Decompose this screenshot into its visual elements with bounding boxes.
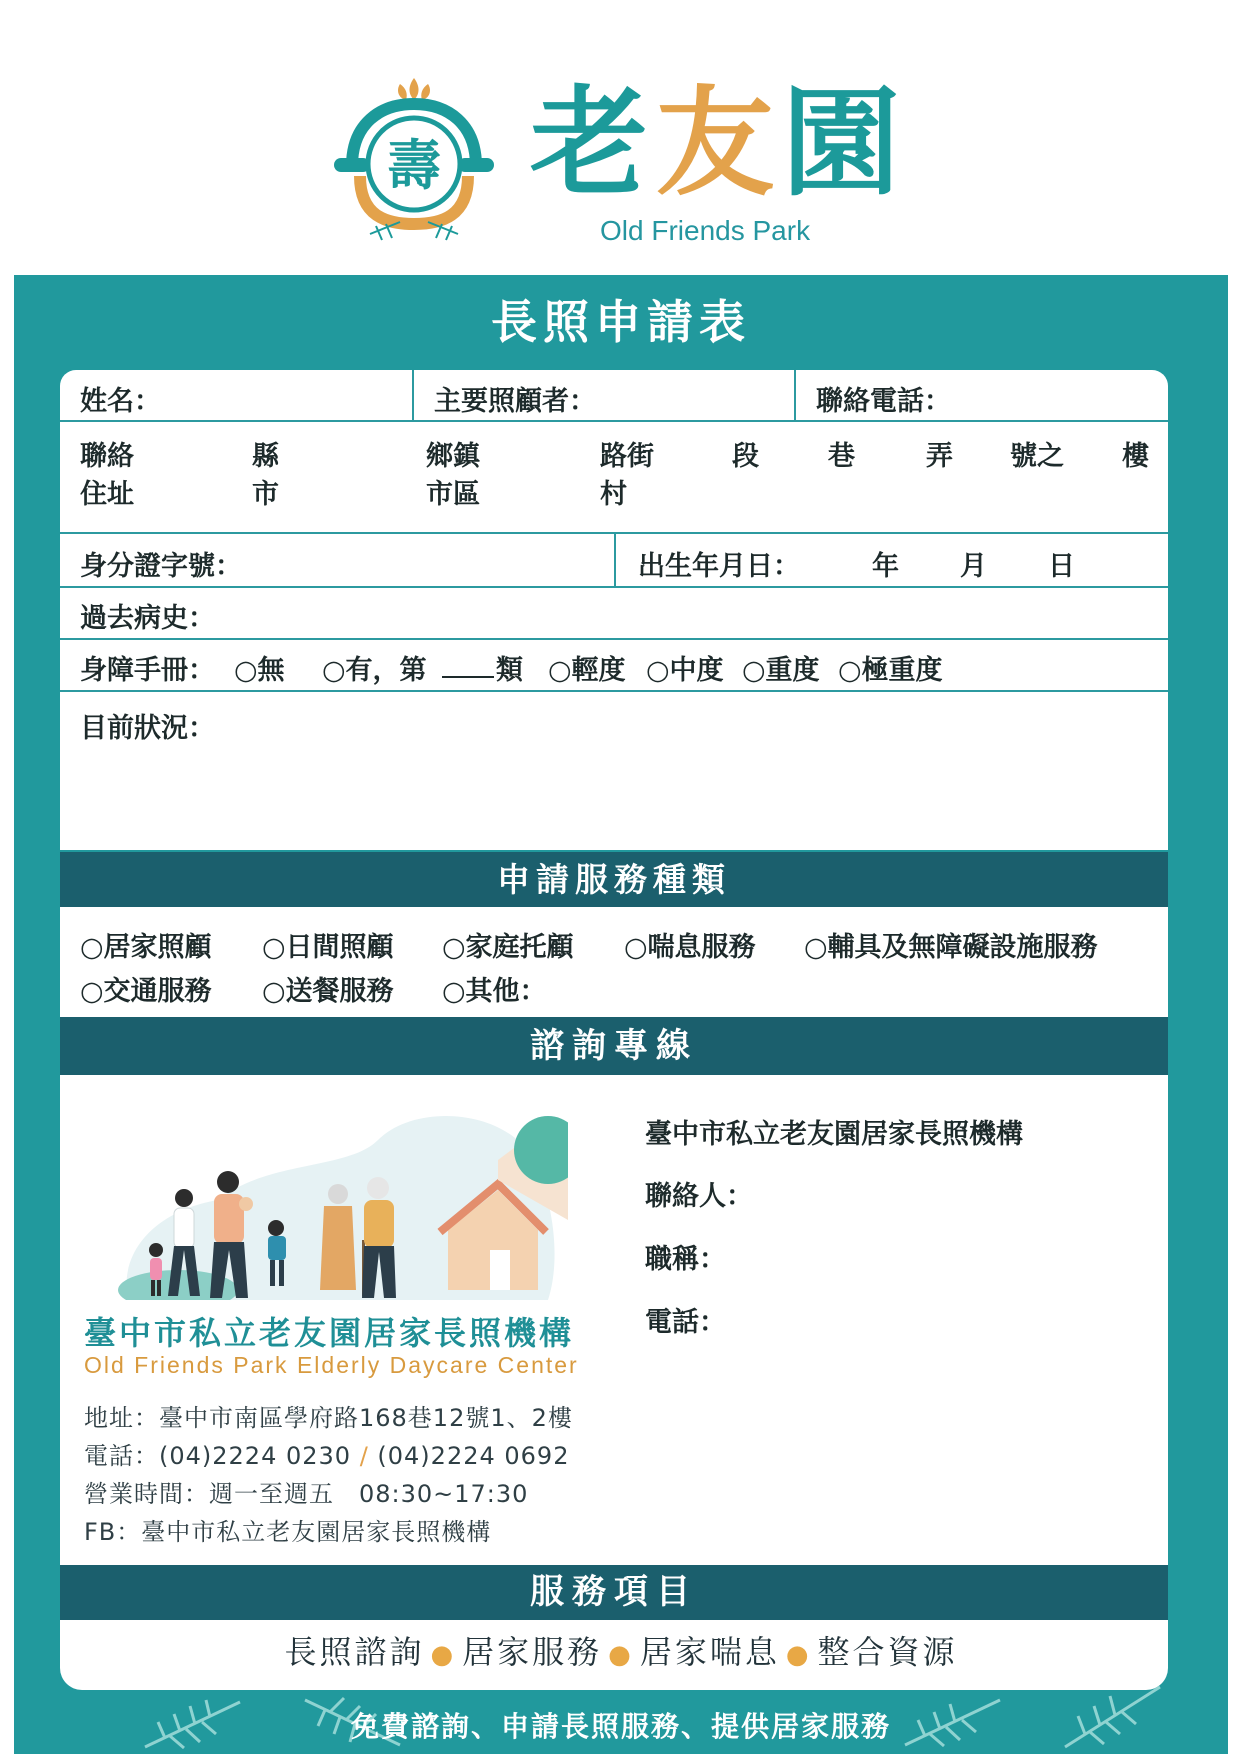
phone-number-2[interactable]: (04)2224 0692 — [377, 1442, 570, 1470]
service-item-resources: 整合資源 — [817, 1633, 958, 1671]
phone-number-1[interactable]: (04)2224 0230 — [159, 1442, 352, 1470]
bullet-dot: ● — [785, 1640, 812, 1670]
phone-prefix: 電話： — [84, 1442, 159, 1470]
county-label-2: 市 — [252, 479, 279, 510]
tel-label: 電話： — [645, 1307, 726, 1338]
form-row-disability — [60, 640, 1168, 692]
disability-has-option[interactable]: ○有，第 — [322, 655, 427, 686]
service-option-transport[interactable]: ○交通服務 — [80, 976, 212, 1007]
consult-bar — [60, 1017, 1168, 1075]
right-org-name: 臺中市私立老友園居家長照機構 — [645, 1119, 1023, 1150]
service-types-block — [60, 907, 1168, 1017]
lane-label: 巷 — [828, 441, 855, 472]
brand-char-1: 老 — [530, 73, 657, 212]
service-item-consult: 長照諮詢 — [284, 1633, 425, 1671]
service-types-bar — [60, 852, 1168, 907]
year-label: 年 — [872, 551, 899, 582]
address-line: 地址：臺中市南區學府路168巷12號1、2樓 — [84, 1404, 573, 1432]
service-option-meals[interactable]: ○送餐服務 — [262, 976, 394, 1007]
service-option-respite[interactable]: ○喘息服務 — [624, 932, 756, 963]
id-number-label: 身分證字號： — [80, 551, 242, 582]
category-label: 類 — [496, 655, 523, 686]
service-option-home-care[interactable]: ○居家照顧 — [80, 932, 212, 963]
section-label: 段 — [732, 441, 759, 472]
contact-person-label: 聯絡人： — [645, 1181, 753, 1212]
phone-label: 聯絡電話： — [816, 386, 951, 417]
severe-option[interactable]: ○重度 — [742, 655, 820, 686]
fb-line[interactable]: FB：臺中市私立老友園居家長照機構 — [84, 1518, 492, 1546]
road-label-2: 村 — [600, 479, 627, 510]
number-label: 號之 — [1010, 441, 1064, 472]
name-label: 姓名： — [80, 386, 161, 417]
job-title-label: 職稱： — [645, 1244, 726, 1275]
profound-option[interactable]: ○極重度 — [838, 655, 943, 686]
brand-char-3: 園 — [782, 73, 909, 212]
family-illustration — [118, 1100, 568, 1300]
status-label: 目前狀況： — [80, 713, 215, 744]
services-title: 服務項目 — [530, 1572, 698, 1612]
floor-label: 樓 — [1122, 441, 1149, 472]
disability-none-option[interactable]: ○無 — [234, 655, 285, 686]
birth-label: 出生年月日： — [638, 551, 800, 582]
service-item-respite: 居家喘息 — [639, 1633, 780, 1671]
consult-title: 諮詢專線 — [530, 1026, 698, 1066]
address-label-2: 住址 — [80, 479, 134, 510]
moderate-option[interactable]: ○中度 — [646, 655, 724, 686]
form-title: 長照申請表 — [491, 295, 751, 349]
service-item-home: 居家服務 — [462, 1633, 603, 1671]
service-option-assistive[interactable]: ○輔具及無障礙設施服務 — [804, 932, 1098, 963]
road-label-1: 路街 — [600, 441, 654, 472]
form-row-address — [60, 422, 1168, 534]
emblem-char: 壽 — [387, 134, 441, 197]
service-option-other[interactable]: ○其他： — [442, 976, 547, 1007]
services-bar — [60, 1565, 1168, 1620]
form-row-status — [60, 692, 1168, 842]
emblem-logo — [330, 74, 498, 244]
month-label: 月 — [960, 551, 987, 582]
service-option-family-care[interactable]: ○家庭托顧 — [442, 932, 574, 963]
org-name-en: Old Friends Park Elderly Daycare Center — [84, 1352, 579, 1378]
header — [0, 0, 1242, 270]
alley-label: 弄 — [926, 441, 953, 472]
address-label-1: 聯絡 — [80, 441, 134, 472]
history-label: 過去病史： — [80, 603, 215, 634]
service-option-day-care[interactable]: ○日間照顧 — [262, 932, 394, 963]
application-form — [60, 370, 1168, 850]
bullet-dot: ● — [430, 1640, 457, 1670]
phone-separator: / — [351, 1442, 378, 1470]
town-label-1: 鄉鎮 — [426, 441, 480, 472]
mild-option[interactable]: ○輕度 — [548, 655, 626, 686]
org-name-cn: 臺中市私立老友園居家長照機構 — [84, 1314, 575, 1352]
brand-name-en: Old Friends Park — [600, 215, 811, 246]
form-row-name — [60, 370, 1168, 422]
bullet-dot: ● — [608, 1640, 634, 1670]
phone-line — [84, 1436, 569, 1471]
town-label-2: 市區 — [426, 479, 480, 510]
brand-char-2: 友 — [656, 73, 783, 212]
footer-slogan: 免費諮詢、申請長照服務、提供居家服務 — [350, 1710, 891, 1743]
brand-name-cn — [530, 73, 909, 212]
form-row-id — [60, 534, 1168, 588]
county-label-1: 縣 — [252, 441, 279, 472]
service-types-title: 申請服務種類 — [497, 860, 731, 899]
hours-line: 營業時間：週一至週五 08:30~17:30 — [84, 1480, 529, 1508]
caregiver-label: 主要照顧者： — [434, 386, 596, 417]
services-list — [0, 1627, 1242, 1673]
category-blank[interactable] — [442, 676, 494, 678]
form-row-history — [60, 588, 1168, 640]
day-label: 日 — [1048, 551, 1075, 582]
disability-label: 身障手冊： — [80, 655, 215, 686]
